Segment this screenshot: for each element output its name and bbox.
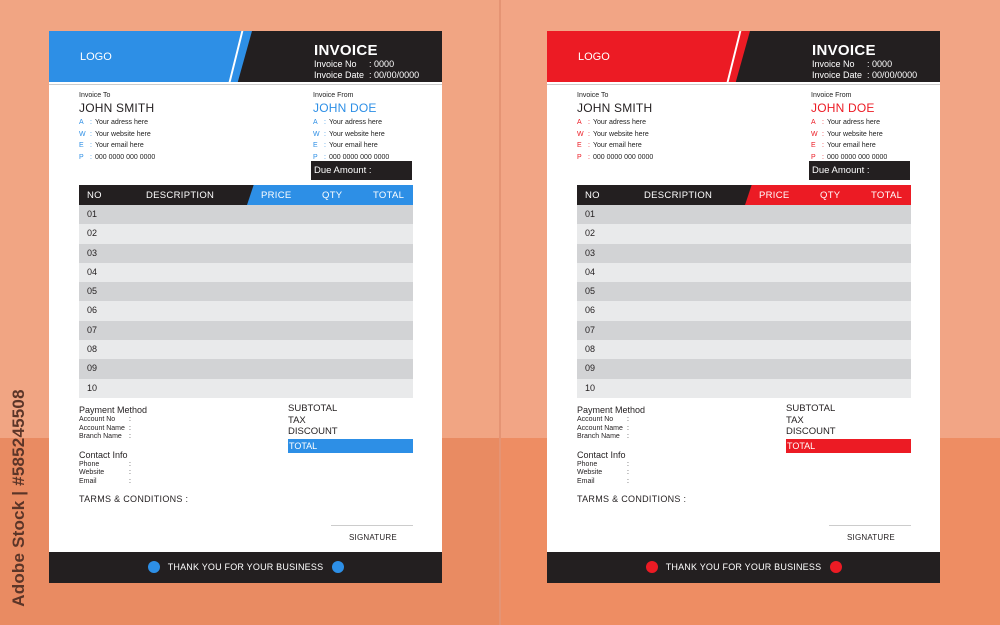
payment-contact xyxy=(79,405,249,487)
invoice-to-row: P : 000 0000 000 0000 xyxy=(79,152,219,164)
invoice-from-row: W : Your website here xyxy=(313,129,453,141)
invoice-from-row: A : Your adress here xyxy=(313,117,453,129)
field-separator: : xyxy=(129,469,131,477)
payment-contact xyxy=(577,405,747,487)
field-label: Account No xyxy=(577,416,614,423)
field-separator: : xyxy=(129,460,131,468)
contact-info-title: Contact Info xyxy=(577,449,626,460)
invoice-blue xyxy=(49,31,442,583)
row-value: Your adress here xyxy=(328,119,383,126)
due-amount: Due Amount : xyxy=(311,161,412,180)
row-key: W xyxy=(79,130,86,138)
field-separator: : xyxy=(627,477,629,485)
field-label: Branch Name xyxy=(577,433,620,441)
field-label: Email xyxy=(577,477,595,485)
column-header-price: PRICE xyxy=(261,190,292,201)
invoice-no: Invoice No : 0000 xyxy=(812,59,893,69)
summary xyxy=(786,403,911,453)
invoice-to xyxy=(577,92,717,163)
invoice-meta xyxy=(812,59,917,80)
row-key: A xyxy=(313,119,318,126)
logo: LOGO xyxy=(578,51,610,63)
logo: LOGO xyxy=(80,51,112,63)
row-key: P xyxy=(313,153,318,161)
contact-field xyxy=(79,469,249,478)
row-value: Your email here xyxy=(328,142,378,149)
field-label: Phone xyxy=(577,460,598,468)
field-separator: : xyxy=(627,460,629,468)
terms-conditions: TARMS & CONDITIONS : xyxy=(577,494,687,504)
invoice-to-row: P : 000 0000 000 0000 xyxy=(577,152,717,164)
background-divider xyxy=(499,0,501,625)
row-value: Your adress here xyxy=(94,119,149,126)
invoice-red xyxy=(547,31,940,583)
invoice-meta xyxy=(314,59,419,80)
table-row: 03 xyxy=(79,244,413,263)
row-value: 000 0000 000 0000 xyxy=(328,153,390,161)
footer-text: THANK YOU FOR YOUR BUSINESS xyxy=(167,562,324,572)
field-label: Website xyxy=(577,469,603,477)
invoice-to-name: JOHN SMITH xyxy=(577,101,653,115)
invoice-to xyxy=(79,92,219,163)
column-header-no: NO xyxy=(585,190,600,201)
row-key: E xyxy=(79,142,84,149)
invoice-header xyxy=(49,31,442,82)
table-row: 04 xyxy=(79,263,413,282)
row-key: W xyxy=(811,130,818,138)
table-row: 08 xyxy=(577,340,911,359)
invoice-to-row: W : Your website here xyxy=(79,129,219,141)
column-header-qty: QTY xyxy=(322,190,343,201)
row-value: 000 0000 000 0000 xyxy=(94,153,156,161)
contact-field xyxy=(577,478,747,487)
field-separator: : xyxy=(129,424,131,432)
row-value: Your email here xyxy=(826,142,876,149)
invoice-no: Invoice No : 0000 xyxy=(314,59,395,69)
table-row: 08 xyxy=(79,340,413,359)
table-row: 05 xyxy=(79,282,413,301)
footer-text: THANK YOU FOR YOUR BUSINESS xyxy=(665,562,822,572)
table-row: 07 xyxy=(577,321,911,340)
row-key: P xyxy=(811,153,816,161)
table-header xyxy=(577,185,911,205)
column-header-no: NO xyxy=(87,190,102,201)
payment-method-title: Payment Method xyxy=(577,405,646,415)
column-header-description: DESCRIPTION xyxy=(146,190,215,201)
field-separator: : xyxy=(627,424,629,432)
total-label: TOTAL xyxy=(786,439,911,453)
row-key: E xyxy=(313,142,318,149)
terms-conditions: TARMS & CONDITIONS : xyxy=(79,494,189,504)
invoice-from-row: E : Your email here xyxy=(313,140,453,152)
invoice-from-name: JOHN DOE xyxy=(313,101,377,115)
row-key: W xyxy=(313,130,320,138)
contact-field xyxy=(79,461,249,470)
tax-label: TAX xyxy=(288,414,306,426)
table-row: 01 xyxy=(79,205,413,224)
invoice-from-name: JOHN DOE xyxy=(811,101,875,115)
table-row: 10 xyxy=(577,379,911,398)
table-row: 02 xyxy=(79,224,413,243)
field-separator: : xyxy=(627,433,629,441)
payment-method-title: Payment Method xyxy=(79,405,148,415)
subtotal-label: SUBTOTAL xyxy=(786,403,836,414)
invoice-to-name: JOHN SMITH xyxy=(79,101,155,115)
table-row: 06 xyxy=(577,301,911,320)
discount-label: DISCOUNT xyxy=(786,426,836,437)
watermark-text: Adobe Stock | #585245508 xyxy=(9,388,28,607)
invoice-from-row: P : 000 0000 000 0000 xyxy=(811,152,951,164)
column-header-description: DESCRIPTION xyxy=(644,190,713,201)
field-label: Branch Name xyxy=(79,433,122,441)
discount-label: DISCOUNT xyxy=(288,426,338,437)
row-value: 000 0000 000 0000 xyxy=(592,153,654,161)
invoice-to-label: Invoice To xyxy=(577,92,609,99)
field-label: Account Name xyxy=(79,424,125,432)
table-row: 06 xyxy=(79,301,413,320)
signature-line xyxy=(331,525,413,526)
column-header-price: PRICE xyxy=(759,190,790,201)
field-separator: : xyxy=(129,416,131,423)
invoice-from xyxy=(313,92,453,163)
invoice-from-row: A : Your adress here xyxy=(811,117,951,129)
invoice-from-row: W : Your website here xyxy=(811,129,951,141)
row-key: A xyxy=(79,119,84,126)
invoice-to-row: A : Your adress here xyxy=(79,117,219,129)
row-value: Your email here xyxy=(592,142,642,149)
signature-label: SIGNATURE xyxy=(847,533,895,542)
stock-watermark xyxy=(6,385,32,610)
contact-info-title: Contact Info xyxy=(79,449,128,460)
table-row: 04 xyxy=(577,263,911,282)
row-key: W xyxy=(577,130,584,138)
subtotal-label: SUBTOTAL xyxy=(288,403,338,414)
row-value: Your website here xyxy=(826,130,883,138)
row-value: 000 0000 000 0000 xyxy=(826,153,888,161)
field-label: Account Name xyxy=(577,424,623,432)
payment-field xyxy=(79,433,249,442)
row-key: A xyxy=(577,119,582,126)
invoice-from-label: Invoice From xyxy=(313,92,354,99)
invoice-to-label: Invoice To xyxy=(79,92,111,99)
contact-field xyxy=(79,478,249,487)
row-value: Your website here xyxy=(328,130,385,138)
total-label: TOTAL xyxy=(288,439,413,453)
payment-field xyxy=(577,433,747,442)
payment-field xyxy=(577,425,747,434)
row-value: Your website here xyxy=(592,130,649,138)
payment-field xyxy=(577,416,747,425)
footer-dot-right xyxy=(332,561,344,573)
row-value: Your email here xyxy=(94,142,144,149)
item-rows xyxy=(79,205,413,398)
field-separator: : xyxy=(129,477,131,485)
field-label: Website xyxy=(79,469,105,477)
row-value: Your adress here xyxy=(826,119,881,126)
table-row: 07 xyxy=(79,321,413,340)
invoice-title: INVOICE xyxy=(314,42,378,59)
signature-label: SIGNATURE xyxy=(349,533,397,542)
invoice-from-row: P : 000 0000 000 0000 xyxy=(313,152,453,164)
field-separator: : xyxy=(627,416,629,423)
table-row: 09 xyxy=(79,359,413,378)
item-rows xyxy=(577,205,911,398)
invoice-from xyxy=(811,92,951,163)
invoice-date: Invoice Date : 00/00/0000 xyxy=(314,69,420,80)
column-header-total: TOTAL xyxy=(373,190,405,201)
footer-dot-right xyxy=(830,561,842,573)
row-value: Your adress here xyxy=(592,119,647,126)
row-key: P xyxy=(577,153,582,161)
table-row: 09 xyxy=(577,359,911,378)
invoice-to-row: A : Your adress here xyxy=(577,117,717,129)
invoice-to-row: E : Your email here xyxy=(79,140,219,152)
table-header xyxy=(79,185,413,205)
table-row: 01 xyxy=(577,205,911,224)
contact-field xyxy=(577,469,747,478)
signature-line xyxy=(829,525,911,526)
invoice-to-row: E : Your email here xyxy=(577,140,717,152)
field-separator: : xyxy=(129,433,131,441)
field-separator: : xyxy=(627,469,629,477)
row-key: E xyxy=(577,142,582,149)
invoice-from-row: E : Your email here xyxy=(811,140,951,152)
invoice-footer xyxy=(49,552,442,583)
header-rule xyxy=(547,84,940,85)
table-row: 05 xyxy=(577,282,911,301)
field-label: Phone xyxy=(79,460,100,468)
payment-field xyxy=(79,425,249,434)
header-rule xyxy=(49,84,442,85)
column-header-total: TOTAL xyxy=(871,190,903,201)
tax-label: TAX xyxy=(786,414,804,426)
field-label: Account No xyxy=(79,416,116,423)
table-row: 03 xyxy=(577,244,911,263)
table-row: 10 xyxy=(79,379,413,398)
field-label: Email xyxy=(79,477,97,485)
payment-field xyxy=(79,416,249,425)
table-row: 02 xyxy=(577,224,911,243)
column-header-qty: QTY xyxy=(820,190,841,201)
invoice-header xyxy=(547,31,940,82)
invoice-from-label: Invoice From xyxy=(811,92,852,99)
row-key: E xyxy=(811,142,816,149)
invoice-footer xyxy=(547,552,940,583)
row-key: P xyxy=(79,153,84,161)
contact-field xyxy=(577,461,747,470)
due-amount: Due Amount : xyxy=(809,161,910,180)
invoice-date: Invoice Date : 00/00/0000 xyxy=(812,69,918,80)
invoice-to-row: W : Your website here xyxy=(577,129,717,141)
row-value: Your website here xyxy=(94,130,151,138)
summary xyxy=(288,403,413,453)
invoice-title: INVOICE xyxy=(812,42,876,59)
row-key: A xyxy=(811,119,816,126)
